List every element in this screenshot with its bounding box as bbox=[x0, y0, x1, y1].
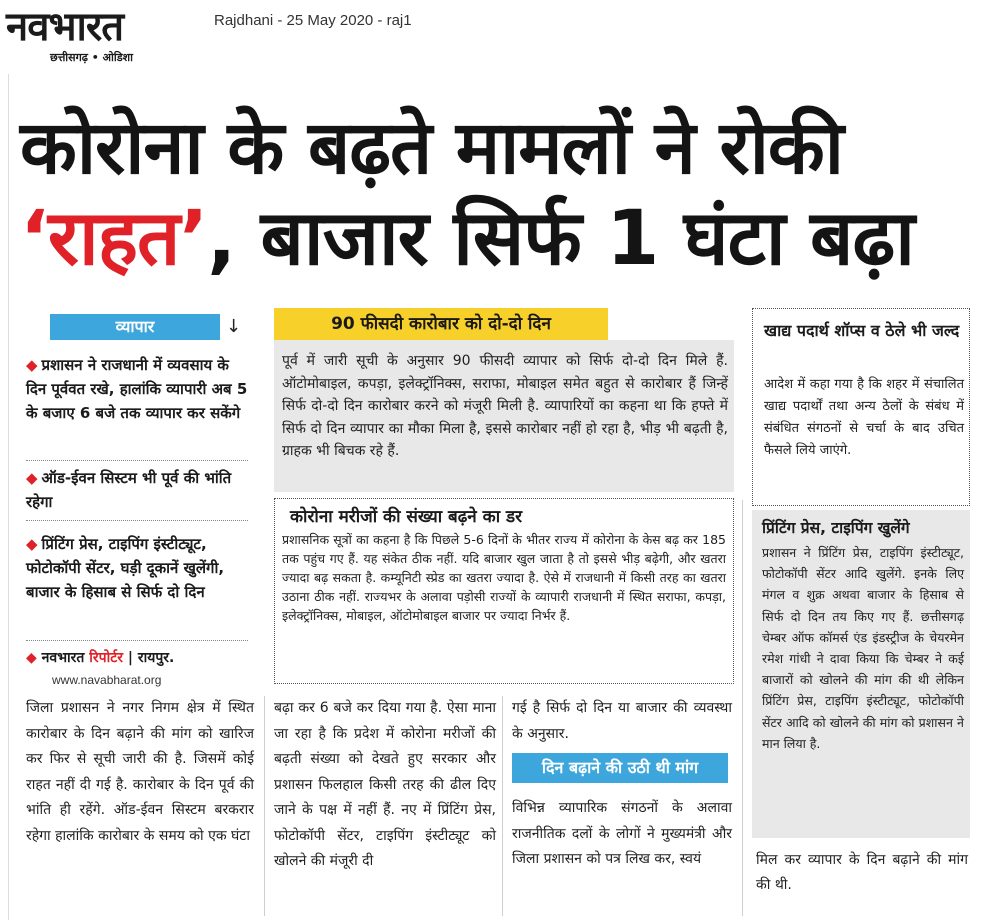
website-url: www.navabharat.org bbox=[52, 673, 162, 687]
box-corona-body: प्रशासनिक सूत्रों का कहना है कि पिछले 5-6 दिनों के भीतर राज्य में कोरोना के केस बढ़ कर 185 तक पहुंच गए हैं. यह संकेत ठीक नहीं. यदि बाजार खुल जाता है तो इससे भीड़ बढ़ेगी, और खतरा ज्यादा बढ़ सकता है. कम्यूनिटी स्प्रेड का खतरा ज्यादा है. ऐसे में राजधानी में किसी तरह का खतरा उठाना ठीक नहीं. राज्यभर के अलावा पड़ोसी राज्यों के व्यापारी राजधानी में स्थित सराफा, कपड़ा, इलेक्ट्रॉनिक्स, मोबाइल, ऑटोमोबाइल बाजार पर ज्यादा निर्भर हैं. bbox=[282, 532, 726, 623]
arrow-down-icon: ↓ bbox=[226, 316, 242, 337]
bullet-diamond-icon: ◆ bbox=[26, 469, 38, 487]
column-rule bbox=[742, 500, 743, 916]
article-col-4: मिल कर व्यापार के दिन बढ़ाने की मांग की थी. bbox=[756, 852, 968, 893]
bullet-diamond-icon: ◆ bbox=[26, 535, 38, 553]
column-rule bbox=[264, 696, 265, 916]
divider bbox=[26, 640, 248, 641]
bullet-diamond-icon: ◆ bbox=[26, 650, 37, 666]
sidebar-bullet-1: ◆ प्रशासन ने राजधानी में व्यवसाय के दिन पूर्ववत रखे, हालांकि व्यापारी अब 5 के बजाए 6 बजे तक व्यापार कर सकेंगे bbox=[26, 356, 248, 422]
sidebar-bullet-2: ◆ ऑड-ईवन सिस्टम भी पूर्व की भांति रहेगा bbox=[26, 469, 232, 511]
divider bbox=[26, 460, 248, 461]
logo-text: नवभारत bbox=[6, 4, 124, 50]
box-90-body: पूर्व में जारी सूची के अनुसार 90 फीसदी व्यापार को सिर्फ दो-दो दिन मिले हैं. ऑटोमोबाइल, कपड़ा, इलेक्ट्रॉनिक्स, सराफा, मोबाइल समेत बहुत से कारोबार हैं जिन्हें सिर्फ दो-दो दिन कारोबार करने को मंजूरी मिली है. व्यापारियों का कहना था कि हफ्ते में सिर्फ दो दिन व्यापार का मौका मिला है, इससे कारोबार नहीं हो रहा है, भीड़ भी बढ़ती है, ग्राहक भी बिचक रहे हैं. bbox=[282, 353, 728, 459]
edition-label: Rajdhani - 25 May 2020 - raj1 bbox=[214, 12, 412, 29]
box-print-title: प्रिंटिंग प्रेस, टाइपिंग खुलेंगे bbox=[762, 519, 910, 537]
headline-line-1: कोरोना के बढ़ते मामलों ने रोकी bbox=[20, 105, 843, 191]
section-tag-vyapar: व्यापार bbox=[50, 314, 220, 340]
article-col-1: जिला प्रशासन ने नगर निगम क्षेत्र में स्थित कारोबार के दिन बढ़ाने की मांग को खारिज कर फिर से सूची जारी की है. जिसमें कोई राहत नहीं दी गई है. कारोबार के दिन पूर्व की भांति ही रहेंगे. ऑड-ईवन सिस्टम बरकरार रहेगा हालांकि कारोबार के समय को एक घंटा bbox=[26, 700, 254, 844]
bullet-diamond-icon: ◆ bbox=[26, 356, 38, 374]
article-col-2: बढ़ा कर 6 बजे कर दिया गया है. ऐसा माना जा रहा है कि प्रदेश में कोरोना मरीजों की बढ़ती संख्या को देखते हुए सरकार और प्रशासन फिलहाल किसी तरह की ढील दिए जाने के पक्ष में नहीं हैं. नए में प्रिंटिंग प्रेस, फोटोकॉपी सेंटर, टाइपिंग इंस्टीट्यूट को खोलने की मंजूरी दी bbox=[274, 700, 496, 869]
subhead-tag-demand: दिन बढ़ाने की उठी थी मांग bbox=[512, 753, 728, 783]
sidebar-bullet-3: ◆ प्रिंटिंग प्रेस, टाइपिंग इंस्टीट्यूट, फोटोकॉपी सेंटर, घड़ी दूकानें खुलेंगी, बाजार के हिसाब से सिर्फ दो दिन bbox=[26, 535, 225, 601]
box-corona-title: कोरोना मरीजों की संख्या बढ़ने का डर bbox=[290, 507, 523, 527]
divider bbox=[26, 520, 248, 521]
logo-subtitle: छत्तीसगढ़ • ओडिशा bbox=[50, 51, 133, 64]
headline-rest: , बाजार सिर्फ 1 घंटा बढ़ा bbox=[207, 193, 914, 282]
headline-highlight: ‘राहत’ bbox=[20, 193, 208, 282]
headline-line-2 bbox=[20, 190, 980, 286]
box-food-title: खाद्य पदार्थ शॉप्स व ठेले भी जल्द bbox=[764, 321, 960, 340]
byline: ◆ नवभारत रिपोर्टर | रायपुर. bbox=[26, 650, 175, 666]
article-col-3-bottom: विभिन्न व्यापारिक संगठनों के अलावा राजनीतिक दलों के लोगों ने मुख्यमंत्री और जिला प्रशासन को पत्र लिख कर, स्वयं bbox=[512, 800, 732, 867]
box-90-title: 90 फीसदी कारोबार को दो-दो दिन bbox=[274, 308, 608, 340]
column-rule bbox=[502, 696, 503, 916]
article-col-3-top: गई है सिर्फ दो दिन या बाजार की व्यवस्था के अनुसार. bbox=[512, 700, 732, 742]
masthead bbox=[0, 0, 998, 74]
box-print-body: प्रशासन ने प्रिंटिंग प्रेस, टाइपिंग इंस्टीट्यूट, फोटोकॉपी सेंटर आदि खुलेंगे. इनके लिए मंगल व शुक्र अथवा बाजार के हिसाब से सिर्फ दो दिन तय किए गए हैं. छत्तीसगढ़ चेम्बर ऑफ कॉमर्स एंड इंडस्ट्रीज के चेयरमेन रमेश गांधी ने दावा किया कि चेम्बर ने कई बाजारों को खोलने की मांग की थी लेकिन प्रिंटिंग प्रेस, टाइपिंग इंस्टीट्यूट, फोटोकॉपी सेंटर आदि को खोलने की मांग को प्रशासन ने मान लिया है. bbox=[762, 545, 964, 751]
newspaper-logo bbox=[6, 4, 196, 66]
box-food-body: आदेश में कहा गया है कि शहर में संचालित खाद्य पदार्थों तथा अन्य ठेलों के संबंध में संबंधित संगठनों से चर्चा के बाद उचित फैसले लिये जाएंगे. bbox=[764, 377, 964, 458]
